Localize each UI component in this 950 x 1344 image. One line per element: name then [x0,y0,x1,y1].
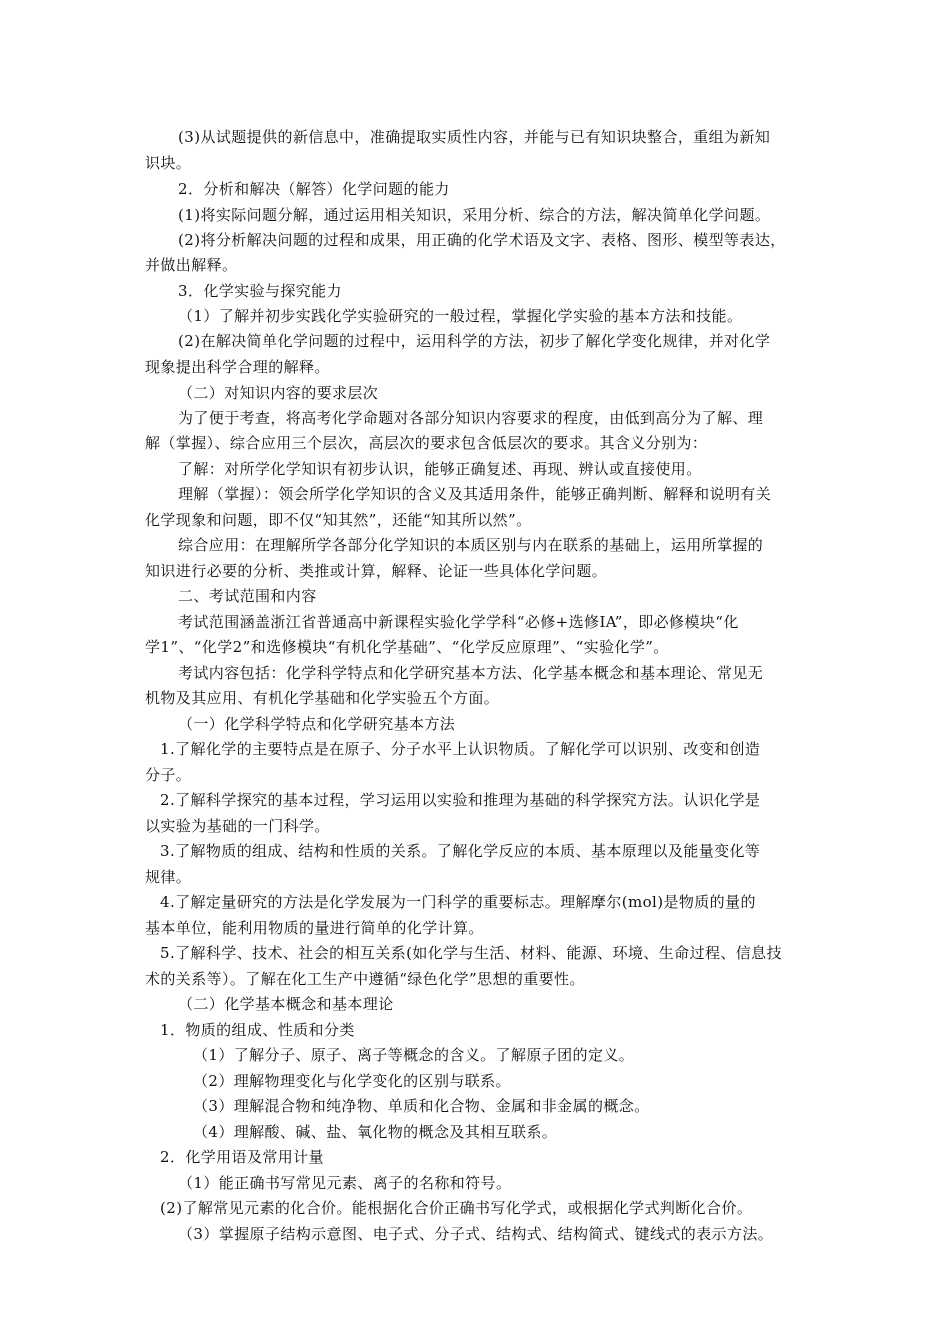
text-line: （1）能正确书写常见元素、离子的名称和符号。 [178,1174,512,1192]
text-line: （1）了解分子、原子、离子等概念的含义。了解原子团的定义。 [193,1046,635,1064]
text-line: （二）对知识内容的要求层次 [178,384,379,402]
text-line: (2)将分析解决问题的过程和成果，用正确的化学术语及文字、表格、图形、模型等表达， [178,231,786,249]
text-line: (1)将实际问题分解，通过运用相关知识，采用分析、综合的方法，解决简单化学问题。 [178,206,771,224]
text-line: （3）理解混合物和纯净物、单质和化合物、金属和非金属的概念。 [193,1097,650,1115]
text-line: 2.了解科学探究的基本过程，学习运用以实验和推理为基础的科学探究方法。认识化学是 [160,791,761,809]
text-line: 现象提出科学合理的解释。 [145,358,330,376]
text-line: 考试范围涵盖浙江省普通高中新课程实验化学学科“必修+选修IA”，即必修模块“化 [178,613,739,631]
text-line: 2．分析和解决（解答）化学问题的能力 [178,180,450,198]
subsection-heading: （一）化学科学特点和化学研究基本方法 [178,715,456,733]
text-line: 4.了解定量研究的方法是化学发展为一门科学的重要标志。理解摩尔(mol)是物质的量的 [160,893,756,911]
text-line: 为了便于考查，将高考化学命题对各部分知识内容要求的程度，由低到高分为了解、理 [178,409,764,427]
text-line: 考试内容包括：化学科学特点和化学研究基本方法、化学基本概念和基本理论、常见无 [178,664,764,682]
text-line: 机物及其应用、有机化学基础和化学实验五个方面。 [145,689,500,707]
text-line: 分子。 [145,766,192,784]
text-line: 规律。 [145,868,192,886]
text-line: （1）了解并初步实践化学实验研究的一般过程，掌握化学实验的基本方法和技能。 [178,307,743,325]
text-line: 化学现象和问题，即不仅“知其然”，还能“知其所以然”。 [145,511,532,529]
text-line: 知识进行必要的分析、类推或计算，解释、论证一些具体化学问题。 [145,562,608,580]
text-line: 并做出解释。 [145,256,238,274]
text-line: 3．化学实验与探究能力 [178,282,342,300]
text-line: (2)了解常见元素的化合价。能根据化合价正确书写化学式，或根据化学式判断化合价。 [160,1199,753,1217]
text-line: 解（掌握）、综合应用三个层次，高层次的要求包含低层次的要求。其含义分别为： [145,434,708,452]
text-line: 5.了解科学、技术、社会的相互关系(如化学与生活、材料、能源、环境、生命过程、信息技 [160,944,782,962]
text-line: 以实验为基础的一门科学。 [145,817,330,835]
section-heading: 二、考试范围和内容 [178,587,317,605]
text-line: (2)在解决简单化学问题的过程中，运用科学的方法，初步了解化学变化规律，并对化学 [178,332,771,350]
text-line: 理解（掌握）：领会所学化学知识的含义及其适用条件，能够正确判断、解释和说明有关 [178,485,772,503]
text-line: （4）理解酸、碱、盐、氧化物的概念及其相互联系。 [193,1123,558,1141]
text-line: 术的关系等）。了解在化工生产中遵循“绿色化学”思想的重要性。 [145,970,585,988]
text-line: （3）掌握原子结构示意图、电子式、分子式、结构式、结构简式、键线式的表示方法。 [178,1225,774,1243]
text-line: 1．物质的组成、性质和分类 [160,1021,355,1039]
subsection-heading: （二）化学基本概念和基本理论 [178,995,394,1013]
text-line: 3.了解物质的组成、结构和性质的关系。了解化学反应的本质、基本原理以及能量变化等 [160,842,761,860]
text-line: （2）理解物理变化与化学变化的区别与联系。 [193,1072,511,1090]
text-line: 识块。 [145,154,192,172]
text-line: 综合应用：在理解所学各部分化学知识的本质区别与内在联系的基础上，运用所掌握的 [178,536,764,554]
text-line: 2．化学用语及常用计量 [160,1148,324,1166]
text-line: 了解：对所学化学知识有初步认识，能够正确复述、再现、辨认或直接使用。 [178,460,702,478]
text-line: 基本单位，能利用物质的量进行简单的化学计算。 [145,919,484,937]
text-line: 1.了解化学的主要特点是在原子、分子水平上认识物质。了解化学可以识别、改变和创造 [160,740,761,758]
text-line: (3)从试题提供的新信息中，准确提取实质性内容，并能与已有知识块整合，重组为新知 [178,128,771,146]
text-line: 学1”、“化学2”和选修模块“有机化学基础”、“化学反应原理”、“实验化学”。 [145,638,669,656]
